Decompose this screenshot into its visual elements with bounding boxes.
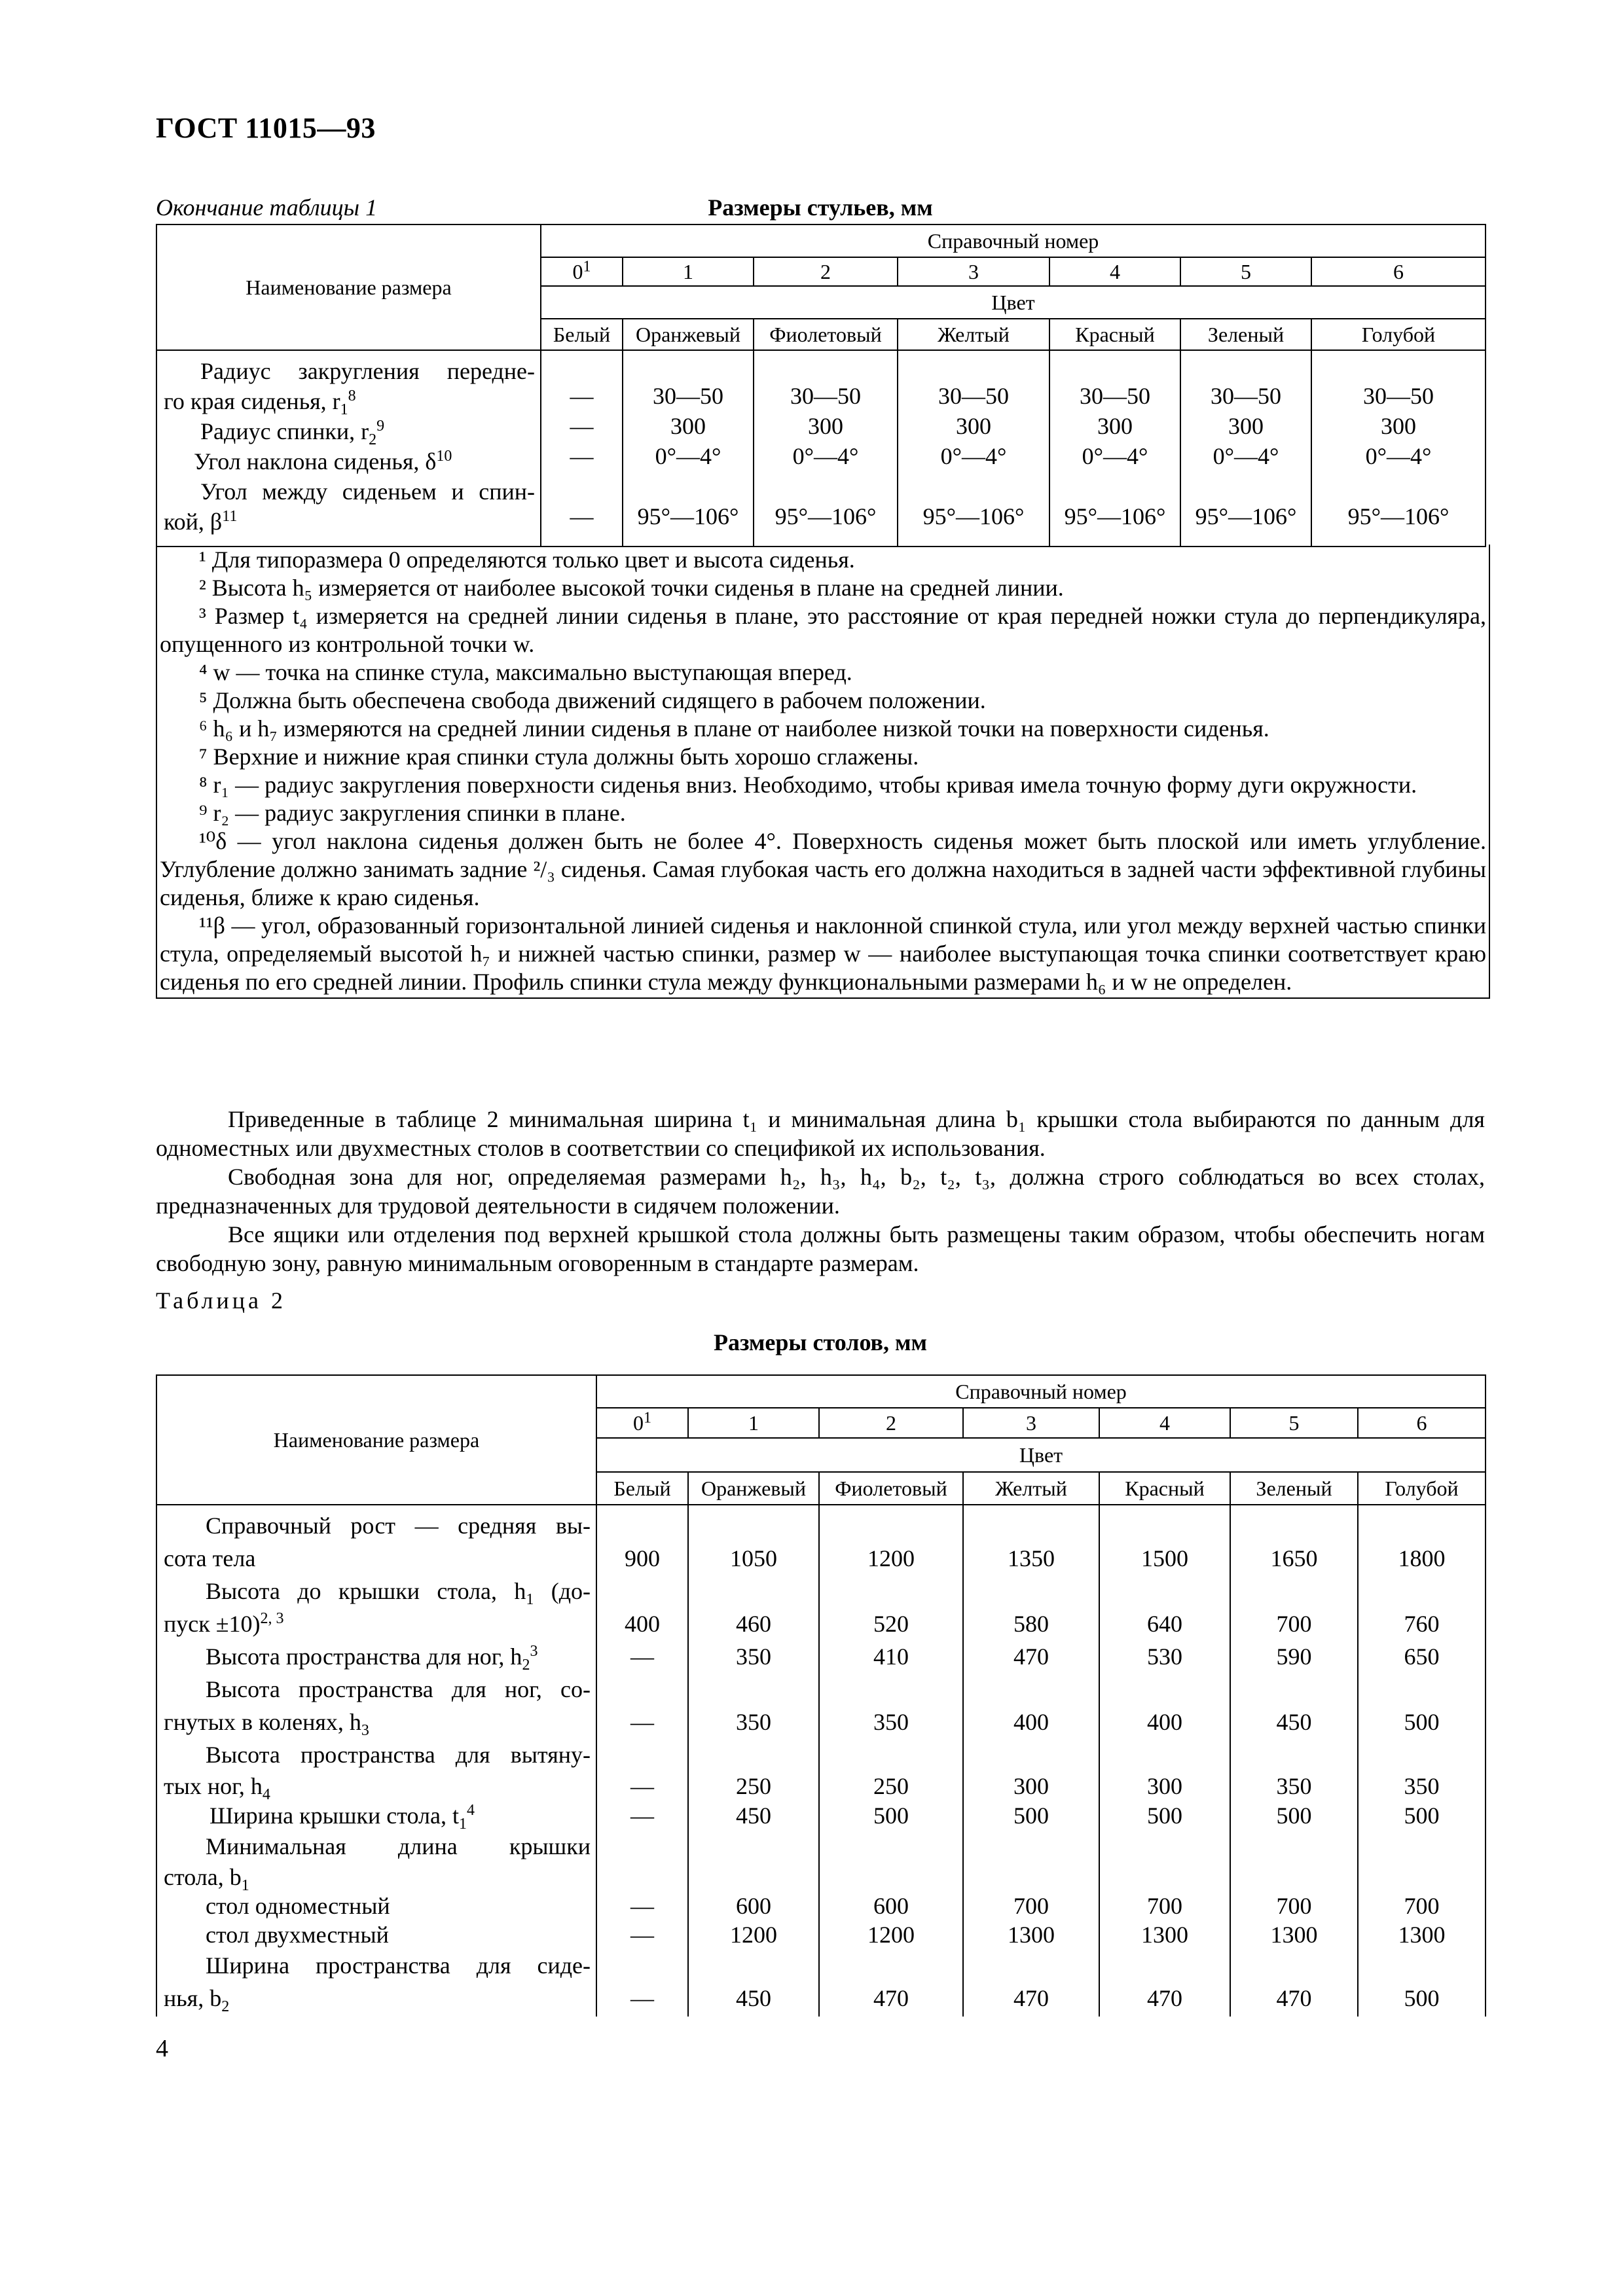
table2-row-name: стол двухместный — [206, 1922, 389, 1948]
table2-row-name: сота тела — [164, 1545, 256, 1571]
table1-value: 300 — [670, 413, 706, 439]
table2-color-cell: Белый — [596, 1472, 688, 1505]
table2-row-sub: 2 — [522, 1657, 530, 1674]
table2-value: 450 — [736, 1803, 771, 1829]
footnote — [160, 658, 1486, 687]
table2-label: Таблица 2 — [156, 1287, 286, 1314]
table1-value: 0°—4° — [792, 443, 859, 469]
footnote — [160, 771, 1486, 799]
table1-row-name — [164, 446, 535, 476]
table2-value-column — [1230, 1505, 1358, 2017]
table1-value: 95°—106° — [1195, 503, 1297, 529]
table1-row-sup: 8 — [348, 387, 356, 404]
table2-value: 530 — [1147, 1643, 1182, 1670]
table2-colnum-value: 0 — [633, 1410, 644, 1435]
table2-value: — — [630, 1773, 654, 1799]
table2-value: — — [630, 1803, 654, 1829]
table2-value: 1200 — [867, 1545, 915, 1571]
table2-value: 1300 — [1270, 1922, 1318, 1948]
table1-row-name-text: кой, β — [164, 509, 223, 535]
table2-value: — — [630, 1643, 654, 1670]
table1-colnum: 4 — [1049, 257, 1180, 286]
body-paragraph: Свободная зона для ног, определяемая размерами h₂, h₃, h₄, b₂, t₂, t₃, должна строго соблюдаться во всех столах, предназначенных для трудовой деятельности в сидячем положении. — [156, 1164, 1485, 1219]
table2-row-sup: 4 — [466, 1802, 475, 1819]
table2-value: 500 — [873, 1803, 909, 1829]
table2-value: 500 — [1276, 1803, 1312, 1829]
table2-color-cell: Зеленый — [1230, 1472, 1358, 1505]
table1-color-cell: Желтый — [898, 319, 1049, 350]
table2-value: 1300 — [1141, 1922, 1188, 1948]
table2-value: 400 — [1013, 1709, 1049, 1735]
table2-value: 450 — [1276, 1709, 1312, 1735]
table2-row-sub: 4 — [262, 1786, 270, 1804]
table2-row-name-text: (до- — [534, 1578, 591, 1604]
table2-value: 470 — [1147, 1985, 1182, 2011]
table2-row-name-text: тых ног, h — [164, 1773, 263, 1799]
table1-row-sup: 11 — [222, 508, 238, 525]
table1-value: 95°—106° — [637, 503, 739, 529]
table1-row-name — [164, 507, 535, 537]
footnote — [160, 545, 1486, 574]
table2-value: 1350 — [1008, 1545, 1055, 1571]
table1-row-name: Радиус закругления передне- — [200, 358, 535, 384]
table1-value: 0°—4° — [1082, 443, 1148, 469]
footnote — [160, 574, 1486, 602]
table1-row-name — [164, 416, 535, 449]
page-number: 4 — [156, 2035, 168, 2062]
table1-colnum-footnote: 1 — [583, 258, 591, 276]
table2-row-name — [164, 1575, 591, 1607]
table2-row-sub: 2 — [221, 1998, 230, 2016]
table2-value: 1300 — [1008, 1922, 1055, 1948]
table1-colnum — [541, 257, 623, 286]
table1-value-column — [1049, 350, 1180, 547]
table1-value: 30—50 — [938, 383, 1009, 409]
table1-value: 95°—106° — [922, 503, 1025, 529]
table2-value: 250 — [736, 1773, 771, 1799]
table1-value: 95°—106° — [1064, 503, 1166, 529]
table2-value: 350 — [736, 1643, 771, 1670]
table2-colnum: 4 — [1099, 1408, 1230, 1438]
table2-row-sub: 1 — [241, 1877, 249, 1895]
table2-name-header: Наименование размера — [156, 1375, 596, 1505]
footnote-text: ² Высота h₅ измеряется от наиболее высокой точки сиденья в плане на средней линии. — [199, 575, 1064, 601]
table2-colnum: 5 — [1230, 1408, 1358, 1438]
footnote-text: ¹⁰δ — угол наклона сиденья должен быть не более 4°. Поверхность сиденья может быть плоской или иметь углубление. Углубление должно занимать задние ²/₃ сиденья. Самая глубокая часть его должна находиться в задней части эффективной глубины сиденья, ближе к краю сиденья. — [160, 828, 1486, 910]
table1-value-column — [754, 350, 898, 547]
table2-value: 350 — [1276, 1773, 1312, 1799]
table1-value: 0°—4° — [1213, 443, 1279, 469]
table1-colnum: 1 — [623, 257, 754, 286]
table2-colnum: 3 — [963, 1408, 1099, 1438]
table2-row-name-text: стола, b — [164, 1864, 242, 1890]
table1-colnum: 6 — [1311, 257, 1486, 286]
table1-caption-row — [156, 194, 1485, 224]
table2-colnum-footnote: 1 — [644, 1409, 651, 1427]
table2-value: 470 — [873, 1985, 909, 2011]
table2-value: 250 — [873, 1773, 909, 1799]
table2-row-name — [164, 1863, 591, 1895]
table1-value: 0°—4° — [940, 443, 1007, 469]
table2-row-sub: 1 — [458, 1816, 467, 1833]
table2-row-name: Высота пространства для вытяну- — [206, 1742, 591, 1768]
table2-value: 520 — [873, 1611, 909, 1637]
table2-value: 410 — [873, 1643, 909, 1670]
table1-row-sub: 1 — [340, 401, 348, 419]
table2-value: 350 — [736, 1709, 771, 1735]
table2 — [156, 1374, 1486, 2017]
table2-color-cell: Голубой — [1358, 1472, 1486, 1505]
table2-value: 580 — [1013, 1611, 1049, 1637]
table2-value-column — [1099, 1505, 1230, 2017]
table1-color-cell: Фиолетовый — [754, 319, 898, 350]
table1-value-column — [898, 350, 1049, 547]
footnote-text: ⁸ r₁ — радиус закругления поверхности сиденья вниз. Необходимо, чтобы кривая имела точную форму дуги окружности. — [199, 772, 1417, 798]
table1-value: 30—50 — [1080, 383, 1150, 409]
table1-title: Размеры стульев, мм — [708, 194, 933, 221]
table1-continuation-label: Окончание таблицы 1 — [156, 194, 378, 221]
table2-value-column — [688, 1505, 819, 2017]
table2-value: — — [630, 1985, 654, 2011]
table2-row-name — [164, 1801, 591, 1833]
table2-value: 500 — [1404, 1985, 1440, 2011]
footnote-text: ¹¹β — угол, образованный горизонтальной линией сиденья и наклонной спинкой стула, или угол между верхней частью спинки стула, определяемый высотой h₇ и нижней частью спинки, размер w — наиболее выступающая точка спинки соответствует краю сиденья по его средней линии. Профиль спинки стула между функциональными размерами h₆ и w не определен. — [160, 912, 1486, 995]
table1-row-sup: 9 — [376, 418, 385, 435]
table1-value: — — [570, 503, 594, 529]
table2-value: 470 — [1013, 1985, 1049, 2011]
table1-value: 300 — [1381, 413, 1417, 439]
table2-value: 640 — [1147, 1611, 1182, 1637]
table1-value: — — [570, 443, 594, 469]
table1-row-name — [164, 386, 535, 419]
footnote — [160, 743, 1486, 771]
table2-value: 400 — [1147, 1709, 1182, 1735]
footnote — [160, 687, 1486, 715]
table1-footnotes — [156, 545, 1490, 999]
footnote-text: ⁵ Должна быть обеспечена свобода движений сидящего в рабочем положении. — [199, 687, 986, 713]
table1-name-column — [156, 350, 541, 547]
footnote — [160, 827, 1486, 912]
table2-row-name: Ширина пространства для сиде- — [206, 1952, 591, 1979]
table1-body-row — [156, 350, 1486, 547]
table2-value: 700 — [1147, 1893, 1182, 1919]
table2-value: 500 — [1013, 1803, 1049, 1829]
table2-value: 500 — [1147, 1803, 1182, 1829]
table2-row-name: Минимальная длина крышки — [206, 1833, 591, 1859]
table1-value: 300 — [956, 413, 991, 439]
footnote-text: ⁹ r₂ — радиус закругления спинки в плане. — [199, 800, 626, 826]
table2-value: 500 — [1404, 1709, 1440, 1735]
table2-row-name: стол одноместный — [206, 1893, 390, 1919]
table2-row-name-text: Высота до крышки стола, h — [206, 1578, 526, 1604]
table1-row-name-text: Угол наклона сиденья, δ — [194, 448, 437, 475]
table1-value-column — [1311, 350, 1486, 547]
table2-row-name — [164, 1771, 591, 1804]
table2-row-sub: 3 — [361, 1722, 369, 1740]
table2-value: — — [630, 1922, 654, 1948]
table2-value: 760 — [1404, 1611, 1440, 1637]
table2-name-column — [156, 1505, 596, 2017]
table2-value: 1800 — [1398, 1545, 1446, 1571]
table2-row-sub: 1 — [526, 1591, 534, 1609]
table1-colnum: 3 — [898, 257, 1049, 286]
table2-row-name: Высота пространства для ног, со- — [206, 1676, 591, 1702]
table2-value: 500 — [1404, 1803, 1440, 1829]
table2-row-sup: 3 — [530, 1643, 538, 1660]
table2-value: — — [630, 1709, 654, 1735]
table1-value: 30—50 — [1363, 383, 1434, 409]
table2-value: — — [630, 1893, 654, 1919]
footnote-text: ⁴ w — точка на спинке стула, максимально выступающая вперед. — [199, 659, 852, 685]
body-paragraph: Все ящики или отделения под верхней крышкой стола должны быть размещены таким образом, чтобы обеспечить ногам свободную зону, равную минимальным оговоренным в стандарте размерам. — [156, 1221, 1485, 1276]
table1-colnum: 5 — [1180, 257, 1311, 286]
body-paragraph: Приведенные в таблице 2 минимальная ширина t₁ и минимальная длина b₁ крышки стола выбираются по данным для одноместных или двухместных столов в соответствии со спецификой их использования. — [156, 1106, 1485, 1161]
table2-value: 700 — [1276, 1893, 1312, 1919]
table2-value-column — [596, 1505, 688, 2017]
table2-value: 470 — [1013, 1643, 1049, 1670]
table2-color-header: Цвет — [596, 1438, 1486, 1472]
table1-color-header: Цвет — [541, 286, 1486, 319]
table2-row-name — [164, 1607, 591, 1640]
table1-row-sub: 2 — [369, 431, 377, 449]
table2-value: 700 — [1276, 1611, 1312, 1637]
table2-ref-header: Справочный номер — [596, 1375, 1486, 1408]
table2-value: 590 — [1276, 1643, 1312, 1670]
table1-ref-header: Справочный номер — [541, 224, 1486, 257]
table2-value: 1500 — [1141, 1545, 1188, 1571]
footnote-text: ⁶ h₆ и h₇ измеряются на средней линии сиденья в плане от наиболее низкой точки на поверхности сиденья. — [199, 715, 1269, 742]
table2-title: Размеры столов, мм — [713, 1329, 928, 1355]
table2-row-name-text: гнутых в коленях, h — [164, 1709, 361, 1735]
table1-colnum: 2 — [754, 257, 898, 286]
footnote — [160, 715, 1486, 743]
table2-value: 1300 — [1398, 1922, 1446, 1948]
table1-value-column — [541, 350, 623, 547]
table1-color-cell: Зеленый — [1180, 319, 1311, 350]
table2-value: 300 — [1147, 1773, 1182, 1799]
table1-value: 30—50 — [1211, 383, 1281, 409]
table2-row-name — [164, 1982, 591, 2015]
table2-value: 1200 — [867, 1922, 915, 1948]
table2-value: 600 — [736, 1893, 771, 1919]
table1-name-header: Наименование размера — [156, 224, 541, 350]
table1-value: 300 — [808, 413, 843, 439]
table2-colnum: 1 — [688, 1408, 819, 1438]
table2-value: 300 — [1013, 1773, 1049, 1799]
table1-value: 30—50 — [653, 383, 723, 409]
table2-value: 450 — [736, 1985, 771, 2011]
table2-value: 350 — [1404, 1773, 1440, 1799]
table1-value: — — [570, 383, 594, 409]
table1-value-column — [623, 350, 754, 547]
table2-value: 1650 — [1270, 1545, 1318, 1571]
document-header: ГОСТ 11015—93 — [156, 112, 376, 144]
table2-value: 1200 — [730, 1922, 777, 1948]
table1-value: 0°—4° — [1365, 443, 1432, 469]
table1 — [156, 224, 1486, 547]
table1-value: 0°—4° — [655, 443, 721, 469]
table2-color-cell: Красный — [1099, 1472, 1230, 1505]
table2-row-name-text: Ширина крышки стола, t — [210, 1803, 459, 1829]
table1-row-name-text: го края сиденья, r — [164, 388, 340, 414]
table2-row-name — [164, 1706, 591, 1738]
table2-value-column — [819, 1505, 963, 2017]
table2-row-name-text: Высота пространства для ног, h — [206, 1643, 522, 1670]
table1-row-sup: 10 — [436, 448, 452, 465]
table2-value: 400 — [625, 1611, 660, 1637]
table2-value-column — [1358, 1505, 1486, 2017]
table1-value: 300 — [1228, 413, 1264, 439]
table2-color-cell: Желтый — [963, 1472, 1099, 1505]
footnote-text: ¹ Для типоразмера 0 определяются только цвет и высота сиденья. — [199, 547, 855, 573]
table2-row-name — [164, 1640, 591, 1673]
table2-row-name-text: пуск ±10) — [164, 1611, 261, 1637]
table1-value: — — [570, 413, 594, 439]
table2-row-sup: 2, 3 — [260, 1610, 284, 1627]
table2-value: 650 — [1404, 1643, 1440, 1670]
table1-value: 95°—106° — [775, 503, 877, 529]
table1-value: 30—50 — [790, 383, 861, 409]
table2-colnum — [596, 1408, 688, 1438]
table1-value: 300 — [1097, 413, 1133, 439]
table1-row-name-text: Радиус спинки, r — [200, 418, 369, 444]
table2-value: 1050 — [730, 1545, 777, 1571]
table2-value: 900 — [625, 1545, 660, 1571]
table2-colnum: 2 — [819, 1408, 963, 1438]
table1-row-name: Угол между сиденьем и спин- — [200, 478, 535, 505]
table2-value: 460 — [736, 1611, 771, 1637]
table1-color-cell: Красный — [1049, 319, 1180, 350]
table1-colnum-value: 0 — [572, 259, 583, 283]
table2-value: 350 — [873, 1709, 909, 1735]
body-text — [156, 1105, 1485, 1278]
table1-color-cell: Оранжевый — [623, 319, 754, 350]
footnote — [160, 602, 1486, 658]
table2-row-name-text: нья, b — [164, 1985, 222, 2011]
table2-body-row — [156, 1505, 1486, 2017]
table2-value: 470 — [1276, 1985, 1312, 2011]
table2-value: 700 — [1404, 1893, 1440, 1919]
table1-value: 95°—106° — [1347, 503, 1450, 529]
table1-value-column — [1180, 350, 1311, 547]
footnote — [160, 799, 1486, 827]
table1-color-cell: Белый — [541, 319, 623, 350]
table2-value: 600 — [873, 1893, 909, 1919]
table1-color-cell: Голубой — [1311, 319, 1486, 350]
footnote — [160, 912, 1486, 997]
table2-color-cell: Фиолетовый — [819, 1472, 963, 1505]
table2-value: 700 — [1013, 1893, 1049, 1919]
footnote-text: ⁷ Верхние и нижние края спинки стула должны быть хорошо сглажены. — [199, 744, 919, 770]
table2-row-name: Справочный рост — средняя вы- — [206, 1513, 591, 1539]
table2-color-cell: Оранжевый — [688, 1472, 819, 1505]
table2-value-column — [963, 1505, 1099, 2017]
footnote-text: ³ Размер t₄ измеряется на средней линии сиденья в плане, это расстояние от края передней ножки стула до перпендикуляра, опущенного из контрольной точки w. — [160, 603, 1486, 657]
table2-colnum: 6 — [1358, 1408, 1486, 1438]
